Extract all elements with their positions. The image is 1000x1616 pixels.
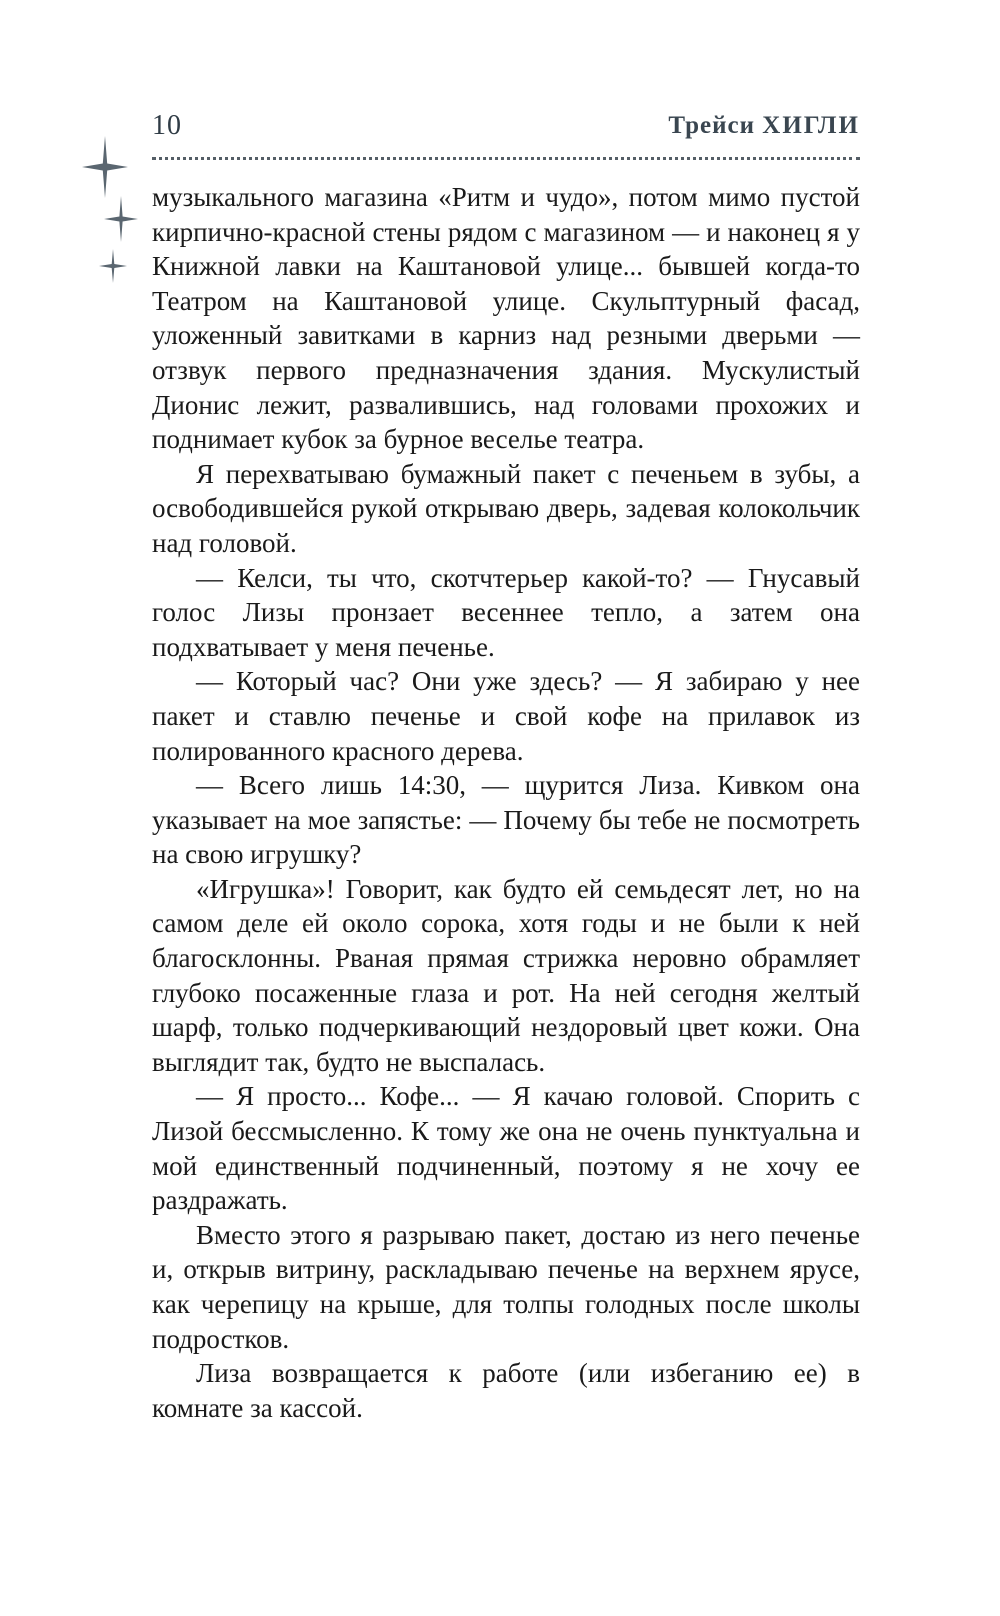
- author-first-name: Трейси: [668, 112, 756, 139]
- paragraph: музыкального магазина «Ритм и чудо», потом мимо пустой кирпично-красной стены рядом с магазином — и наконец я у Книжной лавки на Каштановой улице... бывшей когда-то Театром на Каштановой улице. Скульптурный фасад, уложенный завитками в карниз над резными дверьми — отзвук первого предназначения здания. Мускулистый Дионис лежит, развалившись, над головами прохожих и поднимает кубок за бурное веселье театра.: [152, 182, 860, 455]
- paragraph: Лиза возвращается к работе (или избеганию ее) в комнате за кассой.: [152, 1358, 860, 1423]
- paragraph: — Всего лишь 14:30, — щурится Лиза. Кивком она указывает на мое запястье: — Почему бы тебе не посмотреть на свою игрушку?: [152, 770, 860, 870]
- header-divider: [152, 157, 860, 160]
- paragraph: — Который час? Они уже здесь? — Я забираю у нее пакет и ставлю печенье и свой кофе на прилавок из полированного красного дерева.: [152, 666, 860, 766]
- sparkle-icon: [82, 136, 128, 198]
- paragraph: — Я просто... Кофе... — Я качаю головой. Спорить с Лизой бессмысленно. К тому же она не очень пунктуальна и мой единственный подчиненный, поэтому я не хочу ее раздражать.: [152, 1081, 860, 1216]
- paragraph: Я перехватываю бумажный пакет с печеньем в зубы, а освободившейся рукой открываю дверь, задевая колокольчик над головой.: [152, 458, 860, 558]
- page-number: 10: [152, 110, 182, 141]
- body-text: [152, 180, 860, 1425]
- paragraph: «Игрушка»! Говорит, как будто ей семьдесят лет, но на самом деле ей около сорока, хотя годы и не были к ней благосклонны. Рваная прямая стрижка неровно обрамляет глубоко посаженные глаза и рот. На ней сегодня желтый шарф, только подчеркивающий нездоровый цвет кожи. Она выглядит так, будто не выспалась.: [152, 873, 860, 1077]
- paragraph: Вместо этого я разрываю пакет, достаю из него печенье и, открыв витрину, раскладываю печенье на верхнем ярусе, как черепицу на крыше, для толпы голодных после школы подростков.: [152, 1219, 860, 1354]
- running-head: [668, 112, 860, 140]
- paragraph: — Келси, ты что, скотчтерьер какой-то? — Гнусавый голос Лизы пронзает весеннее тепло, а затем она подхватывает у меня печенье.: [152, 562, 860, 662]
- author-last-name: ХИГЛИ: [762, 112, 860, 139]
- sparkle-icon: [104, 196, 138, 242]
- sparkle-icon: [99, 249, 127, 283]
